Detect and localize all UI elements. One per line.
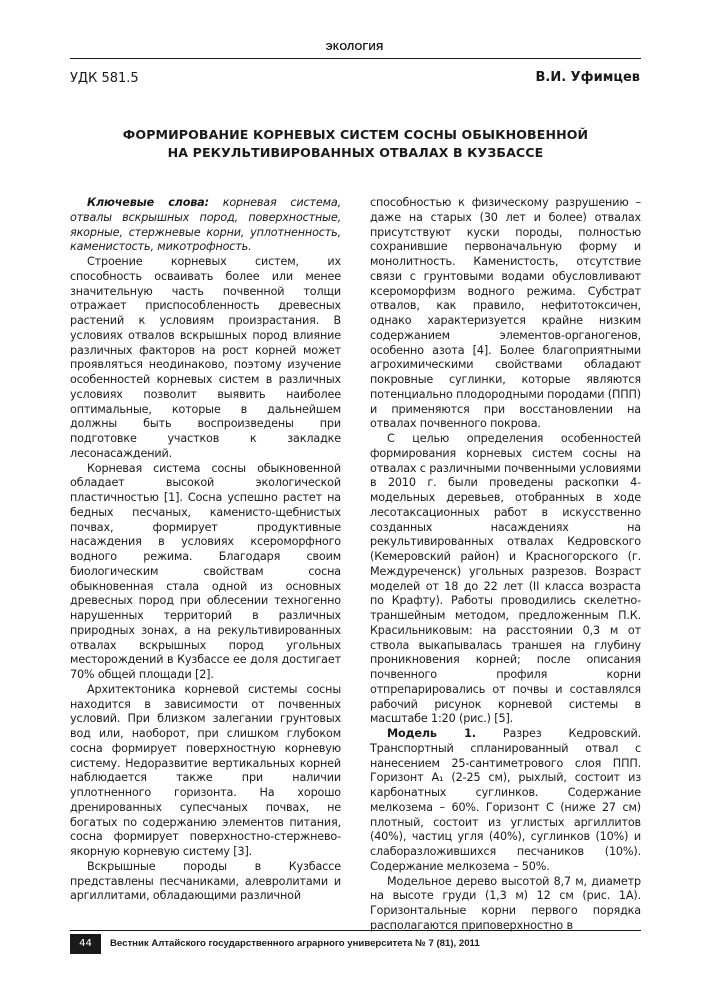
article-title-line-1: ФОРМИРОВАНИЕ КОРНЕВЫХ СИСТЕМ СОСНЫ ОБЫКНОВЕННОЙ: [122, 127, 589, 142]
left-paragraph-3: Архитектоника корневой системы сосны находится в зависимости от почвенных условий. При близком залегании грунтовых вод или, наоборот, при слишком глубоком сосна формирует поверхностную корневую систему. Недоразвитие вертикальных корней наблюдается также при наличии уплотненного горизонта. На хорошо дренированных супесчаных почвах, не богатых по содержанию элементов питания, сосна формирует поверхностно-стержнево-якорную корневую систему [3].: [70, 682, 341, 858]
left-paragraph-4: Вскрышные породы в Кузбассе представлены песчаниками, алевролитами и аргиллитами, обладающими различной: [70, 859, 341, 903]
model-1-text: Разрез Кедровский. Транспортный спланированный отвал с нанесением 25-сантиметрового слоя ППП. Горизонт А₁ (2-25 см), рыхлый, состоит из карбонатных суглинков. Содержание мелкозема – 60%. Горизонт С (ниже 27 см) плотный, состоит из углистых аргиллитов (40%), частиц угля (40%), суглинков (10%) и слаборазложившихся песчаников (10%). Содержание мелкозема – 50%.: [370, 727, 641, 873]
right-paragraph-3: [370, 727, 641, 875]
keywords-label: Ключевые слова:: [87, 196, 209, 209]
article-title-line-2: НА РЕКУЛЬТИВИРОВАННЫХ ОТВАЛАХ В КУЗБАССЕ: [167, 145, 544, 160]
right-column: [370, 196, 641, 934]
author-name: В.И. Уфимцев: [535, 70, 640, 85]
left-paragraph-1: Строение корневых систем, их способность осваивать более или менее значительную часть почвенной толщи отражает приспособленность древесных растений к условиям произрастания. В условиях отвалов вскрышных пород влияние различных факторов на рост корней может проявляться неодинаково, поэтому изучение особенностей корневых систем в различных условиях позволит выявить наиболее оптимальные, которые в дальнейшем должны быть воспроизведены при подготовке участков к закладке лесонасаждений.: [70, 255, 341, 460]
page-number: 44: [70, 934, 101, 954]
left-paragraph-2: Корневая система сосны обыкновенной обладает высокой экологической пластичностью [1]. Сосна успешно растет на бедных песчаных, каменисто-щебнистых почвах, формирует продуктивные насаждения в условиях ксероморфного водного режима. Благодаря своим биологическим свойствам сосна обыкновенная стала одной из основных древесных пород при облесении техногенно нарушенных территорий в различных природных зонах, а на рекультивированных отвалах вскрышных пород угольных месторождений в Кузбассе ее доля достигает 70% общей площади [2].: [70, 461, 341, 681]
section-heading: ЭКОЛОГИЯ: [325, 42, 384, 53]
right-paragraph-2: С целью определения особенностей формирования корневых систем сосны на отвалах с различными почвенными условиями в 2010 г. были проведены раскопки 4-модельных деревьев, отобранных в ходе лесотаксационных работ в искусственно созданных насаждениях на рекультивированных отвалах Кедровского (Кемеровский район) и Красногорского (г. Междуреченск) угольных разрезов. Возраст моделей от 18 до 22 лет (II класса возраста по Крафту). Работы проводились скелетно-траншейным методом, предложенным П.К. Красильниковым: на расстоянии 0,3 м от ствола выкапывалась траншея на глубину проникновения корней; после описания почвенного профиля корни отпрепарировались от почвы и составлялся рабочий рисунок корневой системы в масштабе 1:20 (рис.) [5].: [370, 432, 641, 726]
left-column: [70, 196, 341, 904]
footer-rule: [70, 930, 641, 931]
keywords: [70, 196, 341, 255]
journal-citation: Вестник Алтайского государственного аграрного университета № 7 (81), 2011: [110, 938, 480, 949]
article-title: [70, 126, 641, 162]
right-paragraph-1: способностью к физическому разрушению – даже на старых (30 лет и более) отвалах присутствуют куски породы, полностью сохранившие первоначальную форму и монолитность. Каменистость, отсутствие связи с грунтовыми водами обусловливают ксероморфизм водного режима. Субстрат отвалов, как правило, нефитотоксичен, однако характеризуется крайне низким содержанием элементов-органогенов, особенно азота [4]. Более благоприятными агрохимическими свойствами обладают покровные суглинки, которые являются потенциально плодородными породами (ППП) и применяются при восстановлении на отвалах почвенного покрова.: [370, 196, 641, 431]
right-paragraph-4: Модельное дерево высотой 8,7 м, диаметр на высоте груди (1,3 м) 12 см (рис. 1А). Горизонтальные корни первого порядка располагаются приповерхностно в: [370, 874, 641, 932]
keywords-text: корневая система, отвалы вскрышных пород, поверхностные, якорные, стержневые корни, уплотненность, каменистость, микотрофность.: [70, 196, 341, 254]
model-1-label: Модель 1.: [387, 727, 476, 740]
udk-code: УДК 581.5: [70, 71, 139, 86]
header-rule: [70, 58, 641, 59]
